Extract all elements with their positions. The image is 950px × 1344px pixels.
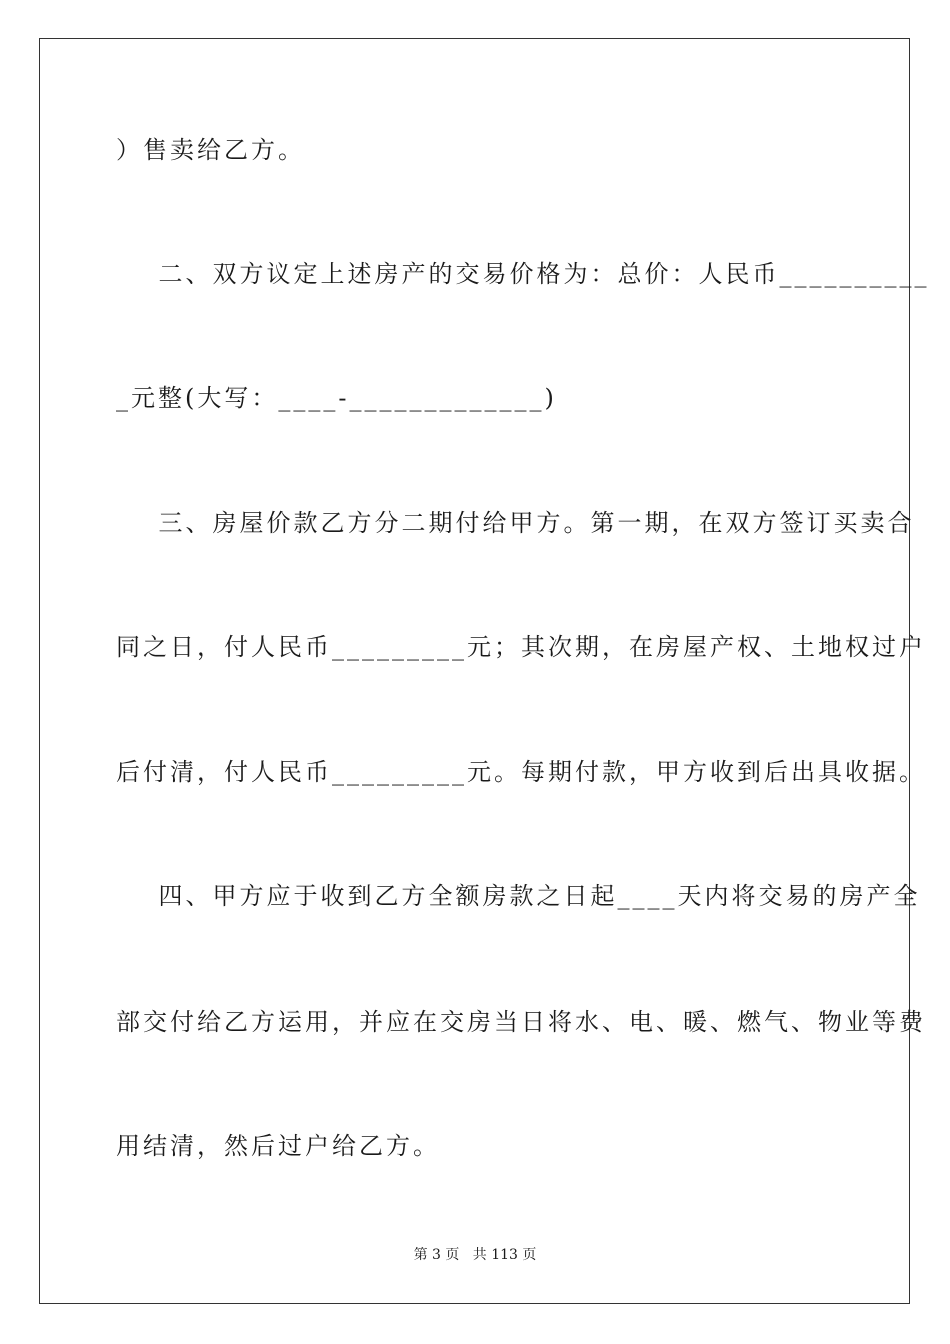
contract-line-9: 用结清，然后过户给乙方。 (116, 1132, 440, 1160)
page-number-footer: 第 3 页 共 113 页 (413, 1247, 537, 1263)
contract-line-7: 四、甲方应于收到乙方全额房款之日起____天内将交易的房产全 (116, 882, 921, 910)
contract-line-2: 二、双方议定上述房产的交易价格为：总价：人民币__________ (116, 260, 930, 288)
contract-line-5: 同之日，付人民币_________元；其次期，在房屋产权、土地权过户 (116, 633, 926, 661)
contract-line-4: 三、房屋价款乙方分二期付给甲方。第一期，在双方签订买卖合 (116, 509, 915, 537)
page-border (39, 38, 910, 1304)
contract-line-8: 部交付给乙方运用，并应在交房当日将水、电、暖、燃气、物业等费 (116, 1008, 926, 1036)
contract-line-1: ）售卖给乙方。 (116, 136, 305, 164)
contract-line-3: _元整(大写：____-_____________) (116, 384, 557, 412)
contract-line-6: 后付清，付人民币_________元。每期付款，甲方收到后出具收据。 (116, 758, 926, 786)
